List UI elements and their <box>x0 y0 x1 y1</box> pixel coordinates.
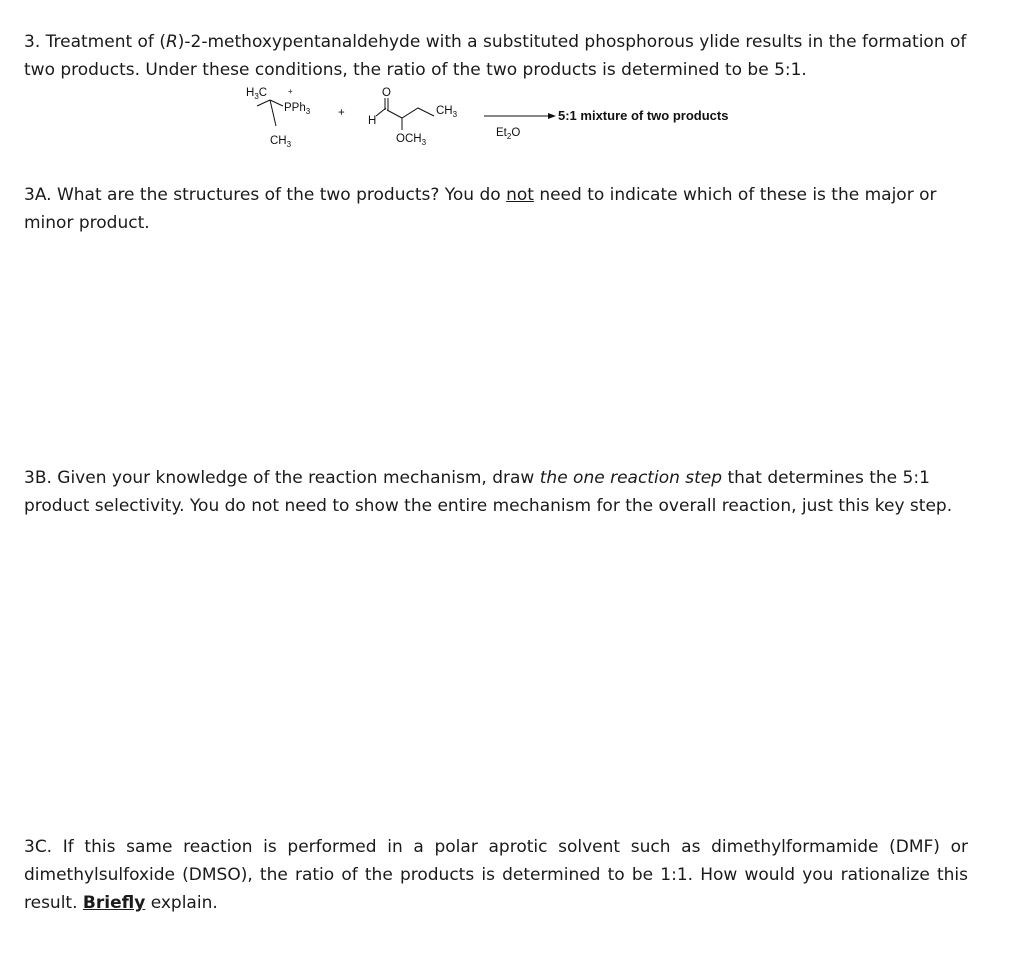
arrow-head <box>548 113 556 119</box>
emphasis-key-step: the one reaction step <box>539 468 723 488</box>
q3b-text-part: that determines the 5:1 product selectivity. You do not need to show the entire mechanism for the overall reaction, just this key step. <box>24 468 953 516</box>
q3a-text-part: need to indicate which of these is the major or minor product. <box>24 185 937 233</box>
aldehyde-och3-label: $OCH_3$ <box>396 133 427 147</box>
bond <box>257 100 270 106</box>
aldehyde-h-label: H <box>368 115 377 127</box>
question-3c-text <box>24 833 968 917</box>
bond <box>270 100 276 126</box>
carbon-chain <box>387 108 434 118</box>
ylide-structure <box>246 87 311 149</box>
question-3b-text <box>24 464 968 520</box>
q3a-text-part: 3A. What are the structures of the two products? You do <box>24 185 507 205</box>
question-3-text <box>24 28 968 84</box>
emphasis-briefly: Briefly <box>82 893 146 913</box>
question-number: 3. <box>24 32 46 52</box>
aldehyde-ch3-label: $CH_3$ <box>436 105 458 119</box>
ylide-h3c-label: $H_3C$ <box>246 87 268 101</box>
q3-text-part: )-2-methoxypentanaldehyde with a substituted phosphorous ylide results in the formation of two products. Under these conditions, the ratio of the two products is determined to be 5:1. <box>24 32 967 80</box>
q3c-text-part: 3C. If this same reaction is performed in a polar aprotic solvent such as dimethylformamide (DMF) or dimethylsulfoxide (DMSO), the ratio of the products is determined to be 1:1. How would you rationalize this result. <box>24 837 968 913</box>
aldehyde-o-label: O <box>382 87 391 99</box>
q3-text-part: Treatment of ( <box>45 32 166 52</box>
reaction-scheme <box>230 84 770 156</box>
solvent-label: $Et_2O$ <box>496 127 521 141</box>
product-description: 5:1 mixture of two products <box>558 108 729 123</box>
plus-sign: + <box>338 107 345 119</box>
emphasis-not: not <box>506 185 534 205</box>
ylide-ch3-label: $CH_3$ <box>270 135 292 149</box>
bond <box>270 100 283 106</box>
reaction-arrow <box>484 113 556 141</box>
ylide-pph3-label: PPh$_3$ <box>284 102 311 116</box>
aldehyde-structure <box>368 87 458 147</box>
q3c-text-part: explain. <box>145 893 218 913</box>
stereo-descriptor: R <box>165 32 178 52</box>
ylide-charge: + <box>288 87 293 96</box>
question-3a-text <box>24 181 968 237</box>
q3b-text-part: 3B. Given your knowledge of the reaction mechanism, draw <box>24 468 540 488</box>
